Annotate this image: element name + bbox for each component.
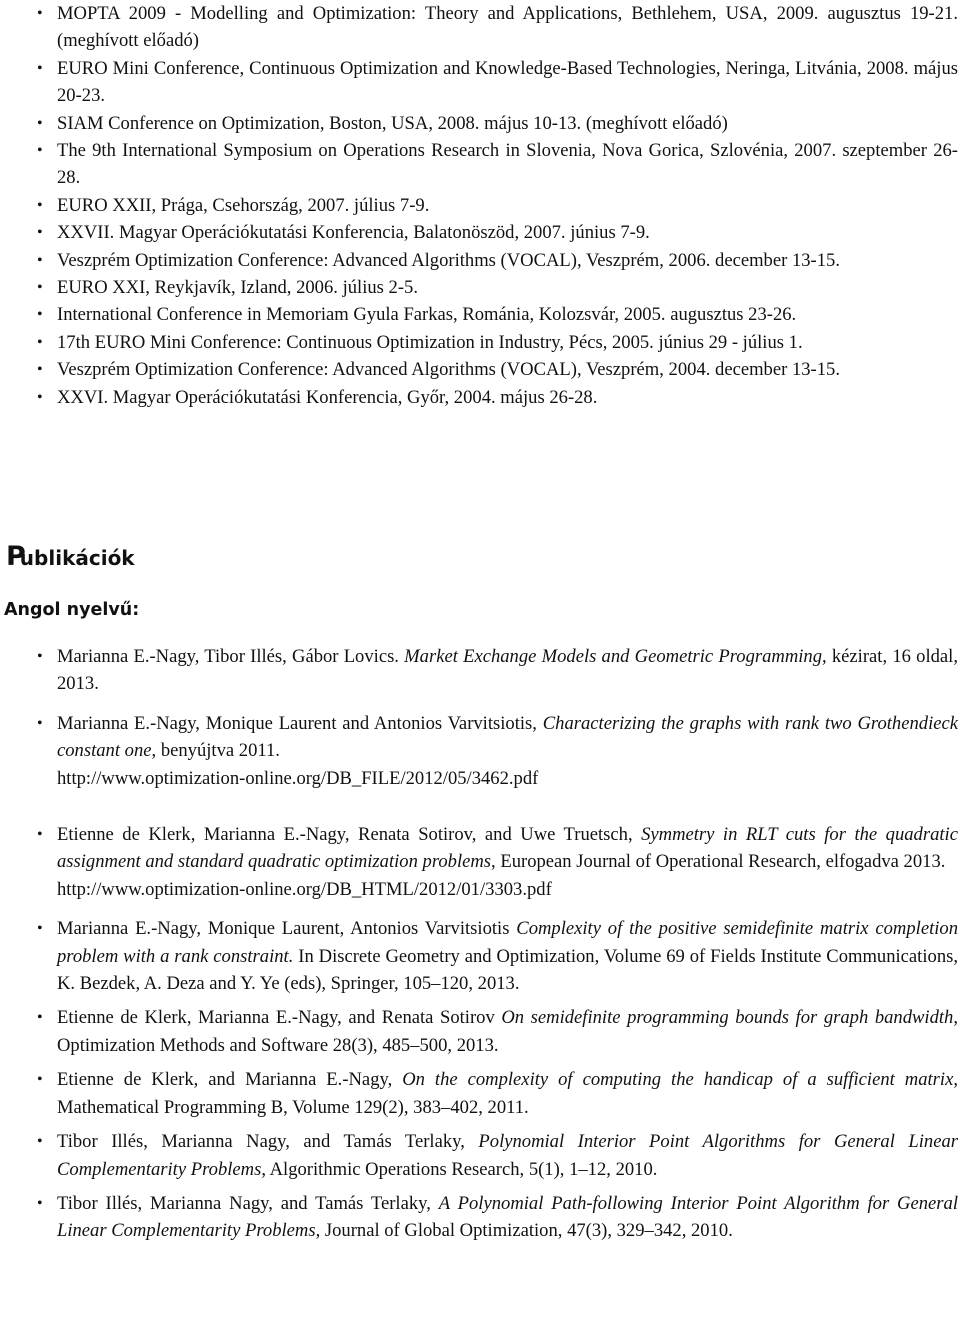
publication-venue: , Optimization Methods and Software 28(3), 485–500, 2013. (57, 1007, 959, 1056)
section-title-initial: P (6, 541, 20, 572)
publication-title: On semidefinite programming bounds for graph bandwidth (501, 1007, 954, 1029)
conference-item (0, 329, 960, 356)
conference-item (0, 55, 960, 110)
bullet-icon: • (37, 1071, 43, 1089)
conference-item (0, 301, 960, 328)
publication-venue: , European Journal of Operational Research, elfogadva 2013. (491, 851, 946, 873)
bullet-icon: • (37, 333, 43, 351)
publication-authors: Etienne de Klerk, Marianna E.-Nagy, Renata Sotirov, and Uwe Truetsch, (57, 824, 633, 846)
conference-text: EURO XXII, Prága, Csehország, 2007. július 7-9. (57, 194, 430, 216)
conference-item (0, 192, 960, 219)
bullet-icon: • (37, 826, 43, 844)
publication-url[interactable]: http://www.optimization-online.org/DB_HTML/2012/01/3303.pdf (57, 878, 552, 900)
publication-authors: Tibor Illés, Marianna Nagy, and Tamás Terlaky, (57, 1131, 465, 1153)
publication-item (0, 821, 960, 903)
publication-authors: Etienne de Klerk, and Marianna E.-Nagy, (57, 1069, 393, 1091)
publication-item (0, 1004, 960, 1059)
conference-text: EURO XXI, Reykjavík, Izland, 2006. július 2-5. (57, 277, 418, 299)
publication-list (0, 643, 960, 1245)
conference-item (0, 137, 960, 192)
conference-text: XXVII. Magyar Operációkutatási Konferencia, Balatonöszöd, 2007. június 7-9. (57, 222, 650, 244)
publication-item (0, 1128, 960, 1183)
bullet-icon: • (37, 224, 43, 242)
publication-item (0, 915, 960, 997)
publication-title: Characterizing the graphs with rank two Grothendieck constant one (57, 712, 958, 762)
publication-item (0, 710, 960, 792)
bullet-icon: • (37, 196, 43, 214)
bullet-icon: • (37, 648, 43, 665)
conference-text: 17th EURO Mini Conference: Continuous Optimization in Industry, Pécs, 2005. június 29 - július 1. (57, 331, 803, 353)
publication-url[interactable]: http://www.optimization-online.org/DB_FILE/2012/05/3462.pdf (57, 767, 539, 789)
bullet-icon: • (37, 5, 43, 22)
conference-text: XXVI. Magyar Operációkutatási Konferencia, Győr, 2004. május 26-28. (57, 386, 598, 408)
publication-authors: Tibor Illés, Marianna Nagy, and Tamás Terlaky, (57, 1192, 431, 1214)
publication-item (0, 643, 960, 698)
publication-authors: Marianna E.-Nagy, Tibor Illés, Gábor Lovics. (57, 646, 399, 667)
conference-item (0, 247, 960, 274)
publication-venue: , kézirat, 16 oldal, 2013. (57, 646, 958, 695)
conference-text: SIAM Conference on Optimization, Boston, USA, 2008. május 10-13. (meghívott előadó) (57, 112, 728, 134)
conference-item (0, 110, 960, 137)
conference-item (0, 384, 960, 411)
conference-text: Veszprém Optimization Conference: Advanced Algorithms (VOCAL), Veszprém, 2006. december 13-15. (57, 249, 840, 271)
conference-text: Veszprém Optimization Conference: Advanced Algorithms (VOCAL), Veszprém, 2004. december 13-15. (57, 359, 840, 381)
conference-text: International Conference in Memoriam Gyula Farkas, Románia, Kolozsvár, 2005. augusztus 23-26. (57, 304, 797, 326)
publication-authors: Marianna E.-Nagy, Monique Laurent and Antonios Varvitsiotis, (57, 712, 537, 734)
bullet-icon: • (37, 251, 43, 269)
publication-venue: , benyújtva 2011. (151, 740, 280, 762)
subsection-title: Angol nyelvű: (4, 600, 140, 620)
bullet-icon: • (37, 1009, 43, 1027)
publication-venue: , Journal of Global Optimization, 47(3), 329–342, 2010. (315, 1220, 733, 1242)
publication-venue: , Mathematical Programming B, Volume 129(2), 383–402, 2011. (57, 1069, 958, 1118)
conference-item (0, 356, 960, 383)
publication-authors: Marianna E.-Nagy, Monique Laurent, Antonios Varvitsiotis (57, 918, 510, 940)
publication-authors: Etienne de Klerk, Marianna E.-Nagy, and Renata Sotirov (57, 1007, 495, 1029)
publication-title: Complexity of the positive semidefinite matrix completion problem with a rank constraint. (57, 918, 958, 967)
bullet-icon: • (37, 388, 43, 406)
publication-title: On the complexity of computing the handicap of a sufficient matrix (402, 1069, 954, 1091)
publication-item (0, 1066, 960, 1121)
section-title-rest: ublikációk (19, 546, 135, 570)
bullet-icon: • (37, 279, 43, 297)
section-title (6, 542, 135, 573)
conference-text: The 9th International Symposium on Operations Research in Slovenia, Nova Gorica, Szlovénia, 2007. szeptember 26-28. (57, 140, 958, 189)
bullet-icon: • (37, 920, 43, 938)
publication-venue: In Discrete Geometry and Optimization, Volume 69 of Fields Institute Communications, K. Bezdek, A. Deza and Y. Ye (eds), Springer, 105–120, 2013. (57, 945, 958, 995)
conference-list (0, 0, 960, 411)
conference-item (0, 0, 960, 55)
publication-title: Symmetry in RLT cuts for the quadratic assignment and standard quadratic optimization problems (57, 824, 958, 873)
bullet-icon: • (37, 714, 43, 732)
publication-title: Market Exchange Models and Geometric Programming (404, 646, 823, 667)
publication-venue: , Algorithmic Operations Research, 5(1), 1–12, 2010. (261, 1158, 658, 1180)
conference-item (0, 219, 960, 246)
conference-text: EURO Mini Conference, Continuous Optimization and Knowledge-Based Technologies, Neringa, Litvánia, 2008. május 20-23. (57, 57, 958, 107)
conference-text: MOPTA 2009 - Modelling and Optimization: Theory and Applications, Bethlehem, USA, 2009. augusztus 19-21. (meghívott előadó) (57, 3, 958, 52)
bullet-icon: • (37, 1133, 43, 1151)
bullet-icon: • (37, 114, 43, 132)
bullet-icon: • (37, 361, 43, 379)
bullet-icon: • (37, 59, 43, 77)
publication-title: A Polynomial Path-following Interior Point Algorithm for General Linear Complementarity Problems (57, 1192, 958, 1242)
conference-item (0, 274, 960, 301)
bullet-icon: • (37, 142, 43, 160)
bullet-icon: • (37, 1194, 43, 1212)
publication-item (0, 1190, 960, 1245)
publication-title: Polynomial Interior Point Algorithms for General Linear Complementarity Problems (57, 1131, 958, 1180)
bullet-icon: • (37, 306, 43, 324)
